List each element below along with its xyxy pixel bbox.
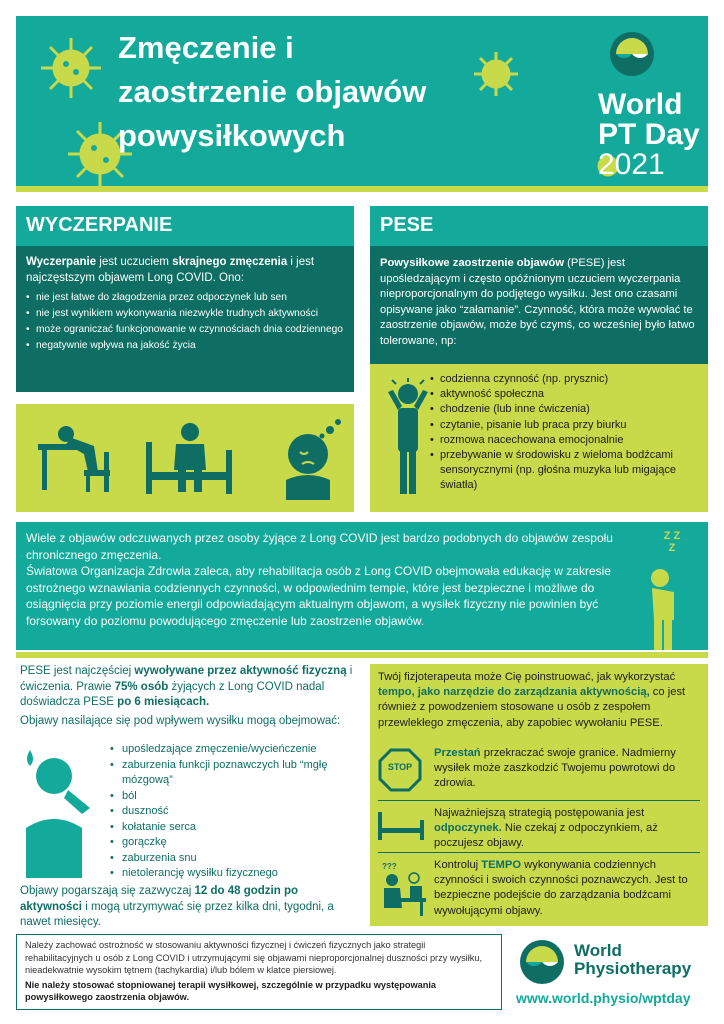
org-name-line: World (574, 941, 622, 960)
logo-world: World (598, 88, 683, 121)
emphasis: TEMPO (481, 859, 522, 871)
text: wykonywania codziennych czynności i swoich czynności poznawczych. Jest to bezpieczne podejście do zarządzania bodźcami wywołującymi objawy. (434, 859, 688, 917)
person-on-bed-icon (144, 420, 234, 496)
wyczerpanie-title: WYCZERPANIE (26, 214, 173, 236)
list-item: • chodzenie (lub inne ćwiczenia) (430, 402, 704, 417)
pese-description: (PESE) jest upośledzającym i często opóźnionym uczuciem wyczerpania nieproporcjonalnym do podjętego wysiłku. Jest ono czasami opisywane jako “załamanie”. Czynność, która może wywołać te zaostrzenie objawów, może być czymś, co wcześniej było łatwo tolerowane, np: (380, 257, 695, 347)
text: żyjących z Long COVID nadal doświadcza PESE (20, 680, 325, 708)
world-pt-day-logo (598, 90, 700, 180)
text: i mogą utrzymywać się przez kilka dni, tygodni, a nawet miesięcy. (20, 900, 334, 928)
caution-bold-text: Nie należy stosować stopniowanej terapii wysiłkowej, szczególnie w przypadku występowania powysiłkowego zaostrzenia objawów. (25, 979, 437, 1003)
pese-term: Powysiłkowe zaostrzenie objawów (380, 257, 565, 269)
sleepy-person-icon (640, 566, 700, 650)
list-item: • rozmowa nacechowana emocjonalnie (430, 433, 704, 448)
list-item: • upośledzające zmęczenie/wycieńczenie (110, 742, 360, 758)
pacing-item-tempo (434, 858, 704, 919)
world-physiotherapy-logo-icon (518, 938, 568, 986)
list-item: • zaburzenia snu (110, 851, 360, 867)
bed-icon (378, 812, 424, 842)
info-paragraph: Światowa Organizacja Zdrowia zaleca, aby rehabilitacja osób z Long COVID obejmowała edukację w zakresie ostrożnego wznawiania codziennych czynności, w odpowiednim tempie, które jest bezpieczne i możliwe do osiągnięcia przy poziomie energii odpowiadającym aktualnym objawom, a wysiłek fizyczny nie powinien być forsowany do poziomu powodującego zmęczenie lub zaostrzenie objawów. (26, 564, 611, 628)
thinking-at-desk-icon (380, 872, 428, 916)
symptoms-list (110, 742, 360, 882)
list-item: • codzienna czynność (np. prysznic) (430, 372, 704, 387)
world-pt-day-logo-icon (602, 28, 662, 80)
list-item: • nietolerancję wysiłku fizycznego (110, 866, 360, 882)
stop-sign-label: STOP (387, 762, 413, 772)
pese-header (370, 206, 708, 246)
divider (378, 852, 700, 853)
person-at-desk-icon (36, 422, 116, 498)
emphasis: 12 do 48 godzin po aktywności (20, 885, 299, 913)
list-item: • duszność (110, 804, 360, 820)
emphasis: po 6 miesiącach. (117, 696, 210, 708)
org-name-line: Physiotherapy (574, 959, 692, 978)
list-item: • nie jest łatwe do złagodzenia przez odpoczynek lub sen (26, 290, 348, 306)
emphasis: wywoływane przez aktywność fizyczną (134, 665, 347, 677)
text: Objawy pogarszają się zazwyczaj (20, 885, 195, 897)
emphasis: odpoczynek. (434, 822, 502, 835)
logo-year: 2021 (598, 148, 665, 181)
pacing-intro (378, 670, 702, 731)
list-item: • nie jest wynikiem wykonywania niezwykle trudnych aktywności (26, 306, 348, 322)
text: Twój fizjoterapeuta może Cię poinstruować, jak wykorzystać (378, 671, 676, 683)
world-physiotherapy-logo (574, 942, 691, 978)
emphasis: 75% osób (114, 680, 169, 693)
wyczerpanie-list (26, 290, 348, 354)
header-divider (16, 186, 708, 192)
title-line: Zmęczenie i (118, 30, 294, 65)
pese-body (380, 256, 702, 349)
stressed-person-icon (384, 378, 432, 498)
list-item: • negatywnie wpływa na jakość życia (26, 338, 348, 354)
text: co jest również z powodzeniem stosowane u osób z zespołem przewlekłego zmęczenia, aby zapobiec wywołaniu PESE. (378, 686, 686, 729)
list-item: • kołatanie serca (110, 820, 360, 836)
logo-pt-day: PT Day (598, 118, 700, 151)
text: Najważniejszą strategią postępowania jest (434, 807, 645, 819)
pese-title: PESE (380, 214, 434, 236)
emphasis: Przestań (434, 747, 481, 759)
title-line: zaostrzenie objawów (118, 74, 427, 109)
text: przekraczać swoje granice. Nadmierny wysiłek może zaszkodzić Twojemu powrotowi do zdrowia. (434, 747, 676, 790)
wyczerpanie-body (26, 254, 348, 354)
intro-text: jest uczuciem (96, 256, 173, 268)
pese-triggers-list (430, 372, 704, 494)
intro-emphasis: skrajnego zmęczenia (172, 256, 288, 268)
text: Nie czekaj z odpoczynkiem, aż poczujesz objawy. (434, 822, 658, 850)
divider (378, 800, 700, 801)
caution-text: Należy zachować ostrożność w stosowaniu aktywności fizycznej i ćwiczeń fizycznych jako strategii rehabilitacyjnych u osób z Long COVID i utrzymującymi się objawami nieproporcjonalnej duszności przy wysiłku, nieadekwatnie wysokim tętnem (tachykardia) i/lub bólem w klatce piersiowej. (25, 940, 483, 976)
list-item: • przebywanie w środowisku z wieloma bodźcami sensorycznymi (np. głośna muzyka lub migające światła) (430, 448, 704, 494)
list-item: • czytanie, pisanie lub praca przy biurku (430, 418, 704, 433)
symptoms-intro: Objawy nasilające się pod wpływem wysiłku mogą obejmować: (20, 715, 341, 727)
tired-face-icon (278, 416, 348, 500)
title-line: powysiłkowych (118, 118, 346, 153)
symptoms-duration-text (20, 884, 360, 931)
thought-label: ??? (382, 862, 397, 871)
list-item: • może ograniczać funkcjonowanie w czynnościach dnia codziennego (26, 322, 348, 338)
list-item: • aktywność społeczna (430, 387, 704, 402)
emphasis: tempo, jako narzędzie do zarządzania aktywnością, (378, 686, 650, 699)
list-item: • zaburzenia funkcji poznawczych lub “mgłę mózgową” (110, 758, 360, 789)
text: Kontroluj (434, 859, 482, 871)
wyczerpanie-header (16, 206, 354, 246)
list-item: • ból (110, 789, 360, 805)
zzz-label: Z Z Z (663, 530, 681, 554)
info-text (26, 530, 626, 629)
header-banner (16, 16, 708, 188)
info-divider (16, 652, 708, 658)
pacing-item-stop (434, 746, 704, 792)
info-paragraph: Wiele z objawów odczuwanych przez osoby żyjące z Long COVID jest bardzo podobnych do objawów zespołu chronicznego zmęczenia. (26, 531, 613, 562)
website-url: www.world.physio/wptday (516, 990, 691, 1006)
sweating-person-icon (20, 750, 104, 878)
exhaustion-icons-panel (16, 404, 354, 512)
text: PESE jest najczęściej (20, 665, 135, 677)
page-title (118, 26, 538, 158)
wyczerpanie-intro (26, 254, 348, 286)
caution-note (16, 934, 502, 1010)
text: i ćwiczenia. Prawie (20, 665, 353, 693)
pese-causes-text (20, 664, 360, 711)
pacing-item-rest (434, 806, 704, 852)
intro-term: Wyczerpanie (26, 256, 97, 268)
intro-text: i jest najczęstszym objawem Long COVID. Ono: (26, 256, 315, 284)
list-item: • gorączkę (110, 835, 360, 851)
